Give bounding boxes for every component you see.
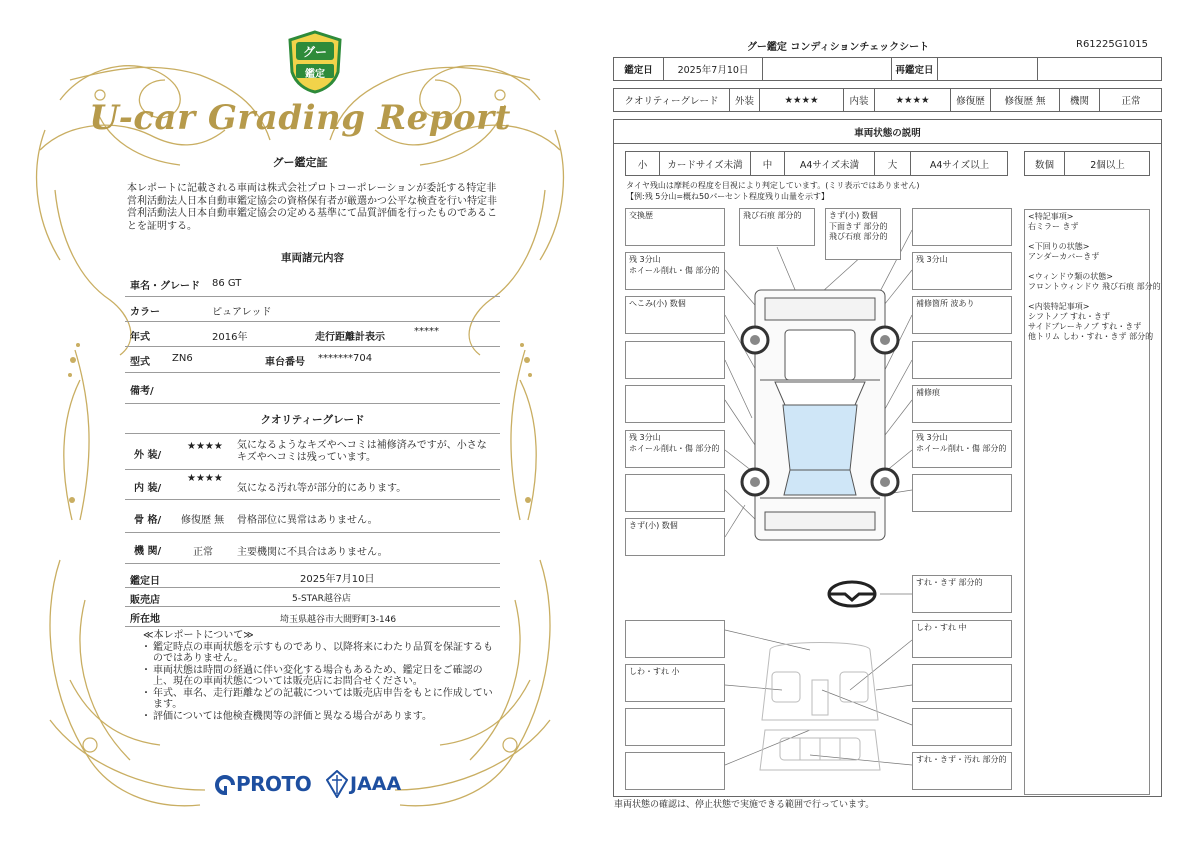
interior-box-right [912,575,1012,613]
frame-value: 修復歴 無 [181,515,225,526]
badge-text-top: グー [302,45,327,59]
sheet-engine-value: 正常 [1121,96,1141,107]
box-line: 残 3分山 [629,433,661,442]
sheet-engine-label: 機関 [1060,89,1100,111]
box-line: すれ・きず 部分的 [916,578,983,587]
frame-text: 骨格部位に異常はありません。 [237,515,378,526]
note-item: ・ 評価については他検査機関等の評価と異なる場合があります。 [143,711,493,723]
exterior-label: 外 装/ [134,450,162,461]
jaaa-logo-text: JAAA [350,773,402,795]
note-item: ・ 年式、車名、走行距離などの記載については販売店申告をもとに作成しています。 [143,688,493,711]
note-item: ・ 車両状態は時間の経過に伴い変化する場合もあるため、鑑定日をご確認の上、現在の車両状態については販売店にお問合せください。 [143,665,493,688]
chassis-value: *******704 [318,353,373,364]
box-line: しわ・すれ 小 [629,667,680,676]
shop-value: 5-STAR越谷店 [292,594,351,604]
size-large-desc: A4サイズ以上 [929,159,990,171]
exterior-stars: ★★★★ [187,441,223,452]
special-notes-panel [1024,209,1161,795]
size-mid-desc: A4サイズ未満 [785,152,875,175]
shop-label: 販売店 [130,595,160,606]
box-line: すれ・きず・汚れ 部分的 [916,755,1007,764]
address-label: 所在地 [130,614,160,625]
engine-text: 主要機関に不具合はありません。 [237,547,388,558]
box-line: 下面きず 部分的 [829,221,888,231]
special-note-line: フロントウィンドウ 飛び石痕 部分的 [1028,282,1161,291]
sheet-repair-value: 修復歴 無 [991,89,1060,111]
damage-box-left [625,518,725,556]
sheet-interior-stars: ★★★★ [875,89,951,111]
interior-box-right [912,620,1012,658]
box-line: 補修痕 [916,388,940,397]
engine-label: 機 関/ [134,546,162,557]
mileage-label: 走行距離計表示 [315,332,385,343]
box-line: 残 3分山 [629,255,661,264]
address-value: 埼玉県越谷市大間野町3-146 [280,615,397,625]
special-note-line: <内装特記事項> [1028,302,1090,311]
special-note-line: アンダーカバーきず [1028,252,1100,261]
box-line: しわ・すれ 中 [916,623,967,632]
report-code: R61225G1015 [1076,39,1148,50]
sheet-date-value: 2025年7月10日 [664,58,763,80]
date-value: 2025年7月10日 [300,574,375,585]
car-interior-view [760,643,880,771]
sheet-interior-label: 内装 [844,89,875,111]
interior-text: 気になる汚れ等が部分的にあります。 [237,483,407,494]
year-value: 2016年 [212,332,248,343]
box-line: へこみ(小) 数個 [629,299,686,308]
mileage-value: ***** [414,326,439,337]
quality-heading-text: クオリティーグレード [260,414,365,426]
car-top-view [755,290,885,540]
damage-box-left [625,208,725,246]
box-line: ホイール削れ・傷 部分的 [629,443,720,453]
car-name-value: 86 GT [212,278,242,289]
box-line: 飛び石痕 部分的 [743,211,802,220]
model-value: ZN6 [172,353,193,364]
damage-box-right [912,430,1012,468]
box-line: 残 3分山 [916,433,948,442]
sheet-exterior-label: 外装 [730,89,760,111]
notes-heading: ≪本レポートについて≫ [143,630,254,641]
size-large: 大 [875,152,911,175]
damage-box-right [912,341,1012,379]
box-line: 補修箇所 波あり [916,299,975,308]
color-label: カラー [130,307,160,318]
damage-box-top [825,208,901,260]
special-note-line: シフトノブ すれ・きず [1028,312,1111,321]
exterior-text: 気になるようなキズやヘコミは補修済みですが、小さなキズやヘコミは残っています。 [237,440,487,463]
interior-box-left [625,752,725,790]
remarks-label: 備考/ [130,386,154,397]
sheet-footer-note: 車両状態の確認は、停止状態で実施できる範囲で行っています。 [614,800,875,810]
model-label: 型式 [130,357,150,368]
size-mid: 中 [751,152,785,175]
count-desc: 2個以上 [1090,159,1125,171]
badge-text-bottom: 鑑定 [305,69,325,80]
box-line: ホイール削れ・傷 部分的 [916,443,1007,453]
damage-box-right [912,208,1012,246]
size-small-desc: カードサイズ未満 [660,152,751,175]
damage-box-right [912,385,1012,423]
interior-box-left [625,708,725,746]
interior-box-left [625,620,725,658]
certificate-body-text: 本レポートに記載される車両は株式会社プロトコーポレーションが委託する特定非営利活動法人日本自動車鑑定協会の資格保有者が厳選かつ公平な検査を行い特定非営利活動法人日本自動車鑑定協会の定める基準にて品質評価を行ったものであることを証明する。 [127,183,497,232]
damage-box-left [625,341,725,379]
note-item: ・ 鑑定時点の車両状態を示すものであり、以降将来にわたり品質を保証するものではありません。 [143,642,493,665]
interior-box-right [912,664,1012,702]
year-label: 年式 [130,332,150,343]
special-note-line [1028,262,1146,272]
color-value: ピュアレッド [212,307,272,318]
sheet-title: グー鑑定 コンディションチェックシート [746,42,930,53]
damage-box-left [625,296,725,334]
certificate-title: グー鑑定証 [272,156,328,169]
special-note-line [1028,232,1146,242]
size-small: 小 [626,152,660,175]
sheet-quality-label: クオリティーグレード [614,89,730,111]
interior-box-right [912,752,1012,790]
box-line: 残 3分山 [916,255,948,264]
box-line: きず(小) 数個 [629,521,678,530]
damage-box-left [625,385,725,423]
sheet-date-label: 鑑定日 [614,58,664,80]
special-note-line: 右ミラー きず [1028,222,1079,231]
engine-value: 正常 [193,547,213,558]
frame-label: 骨 格/ [134,515,162,526]
section-title: 車両状態の説明 [613,119,1162,144]
sheet-exterior-stars: ★★★★ [760,89,844,111]
special-note-line: 他トリム しわ・すれ・きず 部分的 [1028,332,1154,341]
tire-note: タイヤ残山は摩耗の程度を目視により判定しています。(ミリ表示ではありません) [626,181,920,190]
specs-heading: 車両諸元内容 [281,252,344,264]
sheet-repair-label: 修復歴 [951,89,991,111]
special-note-line: <ウィンドウ類の状態> [1028,272,1113,281]
special-note-line [1028,292,1146,302]
steering-wheel-icon [829,582,875,606]
interior-label: 内 装/ [134,483,162,494]
damage-box-left [625,252,725,290]
damage-box-left [625,474,725,512]
special-note-line: <特記事項> [1028,212,1074,221]
box-line: ホイール削れ・傷 部分的 [629,265,720,275]
interior-box-left [625,664,725,702]
tire-example: 【例:残 5分山=概ね50パーセント程度残り山量を示す】 [626,192,830,201]
count-label: 数個 [1025,152,1065,175]
box-line: 飛び石痕 部分的 [829,232,888,241]
interior-box-right [912,708,1012,746]
recheck-date-label: 再鑑定日 [892,58,938,80]
interior-stars: ★★★★ [187,473,223,484]
damage-box-right [912,474,1012,512]
date-label: 鑑定日 [130,576,160,587]
chassis-label: 車台番号 [265,357,305,368]
damage-box-left [625,430,725,468]
box-line: 交換歴 [629,211,653,220]
damage-box-right [912,296,1012,334]
special-note-line: <下回りの状態> [1028,242,1090,251]
car-name-label: 車名・グレード [130,281,200,292]
box-line: きず(小) 数個 [829,211,878,220]
proto-logo-text: PROTO [236,772,312,796]
damage-box-right [912,252,1012,290]
special-note-line: サイドブレーキノブ すれ・きず [1028,322,1142,331]
report-script-title: U-car Grading Report [89,98,511,138]
damage-box-top [739,208,815,246]
